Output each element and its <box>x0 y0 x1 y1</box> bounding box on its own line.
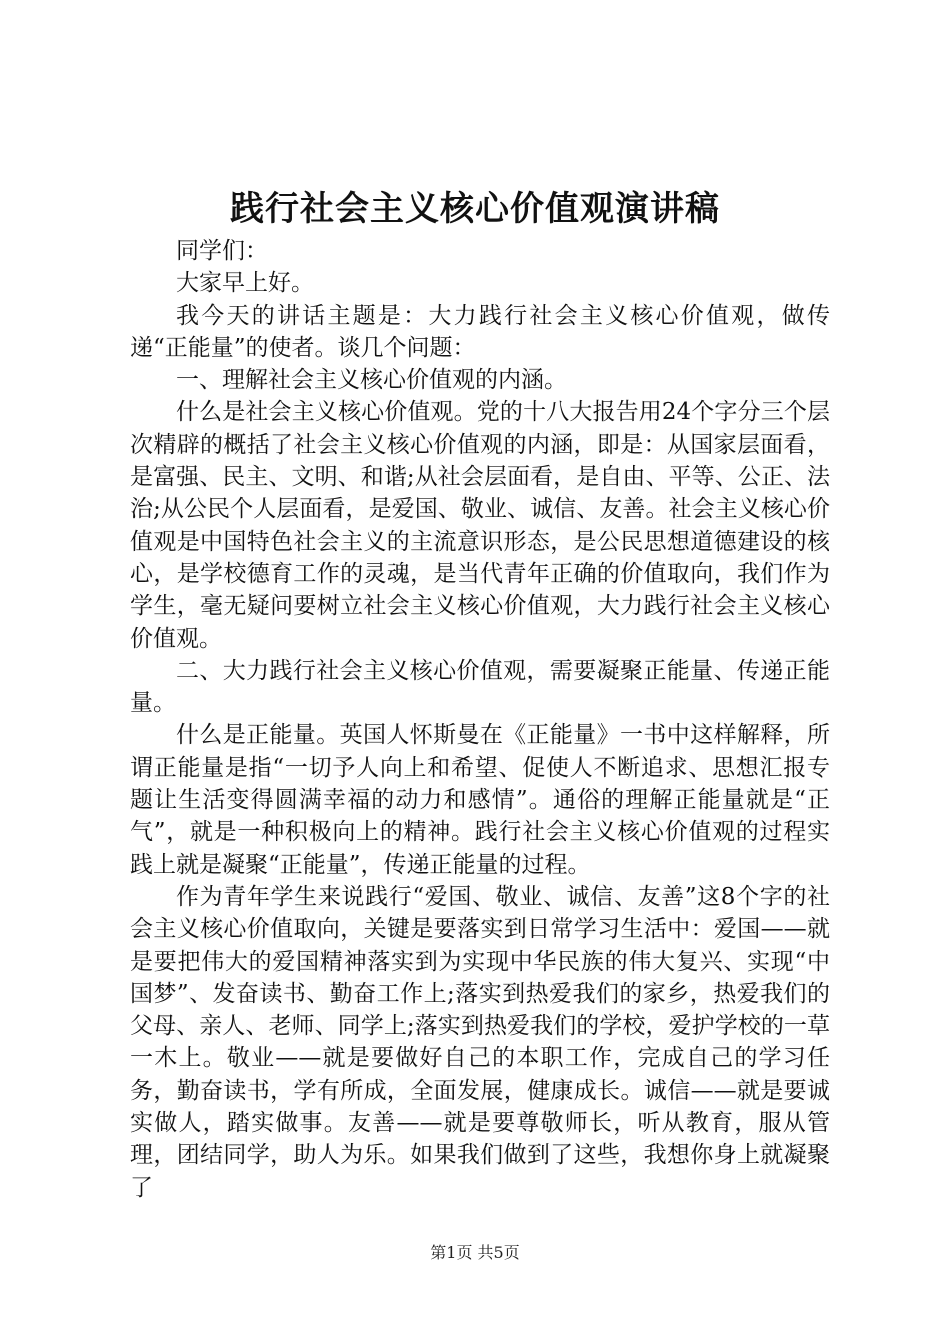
section-heading-1: 一、理解社会主义核心价值观的内涵。 <box>176 367 567 394</box>
paragraph-positive-energy: 什么是正能量。英国人怀斯曼在《正能量》一书中这样解释，所谓正能量是指“一切予人向上和希望、促使人不断追求、思想汇报专题让生活变得圆满幸福的动力和感情”。通俗的理解正能量就是“正气”，就是一种积极向上的精神。践行社会主义核心价值观的过程实践上就是凝聚“正能量”，传递正能量的过程。 <box>130 722 830 878</box>
paragraph-good-morning: 大家早上好。 <box>176 270 314 297</box>
paragraph-students: 作为青年学生来说践行“爱国、敬业、诚信、友善”这8个字的社会主义核心价值取向，关键是要落实到日常学习生活中：爱国——就是要把伟大的爱国精神落实到为实现中华民族的伟大复兴、实现“中国梦”、发奋读书、勤奋工作上;落实到热爱我们的家乡，热爱我们的父母、亲人、老师、同学上;落实到热爱我们的学校，爱护学校的一草一木上。敬业——就是要做好自己的本职工作，完成自己的学习任务，勤奋读书，学有所成，全面发展，健康成长。诚信——就是要诚实做人，踏实做事。友善——就是要尊敬师长，听从教育，服从管理，团结同学，助人为乐。如果我们做到了这些，我想你身上就凝聚了 <box>130 883 830 1201</box>
document-body <box>130 235 830 1204</box>
paragraph-topic: 我今天的讲话主题是：大力践行社会主义核心价值观，做传递“正能量”的使者。谈几个问题： <box>130 302 830 361</box>
document-title: 践行社会主义核心价值观演讲稿 <box>230 189 720 229</box>
paragraph-greeting: 同学们： <box>176 238 268 264</box>
paragraph-core-values: 什么是社会主义核心价值观。党的十八大报告用24个字分三个层次精辟的概括了社会主义核心价值观的内涵，即是：从国家层面看，是富强、民主、文明、和谐;从社会层面看，是自由、平等、公正、法治;从公民个人层面看，是爱国、敬业、诚信、友善。社会主义核心价值观是中国特色社会主义的主流意识形态，是公民思想道德建设的核心，是学校德育工作的灵魂，是当代青年正确的价值取向，我们作为学生，毫无疑问要树立社会主义核心价值观，大力践行社会主义核心价值观。 <box>130 399 830 652</box>
page-footer: 第1页 共5页 <box>430 1243 520 1262</box>
section-heading-2: 二、大力践行社会主义核心价值观，需要凝聚正能量、传递正能量。 <box>130 657 830 717</box>
